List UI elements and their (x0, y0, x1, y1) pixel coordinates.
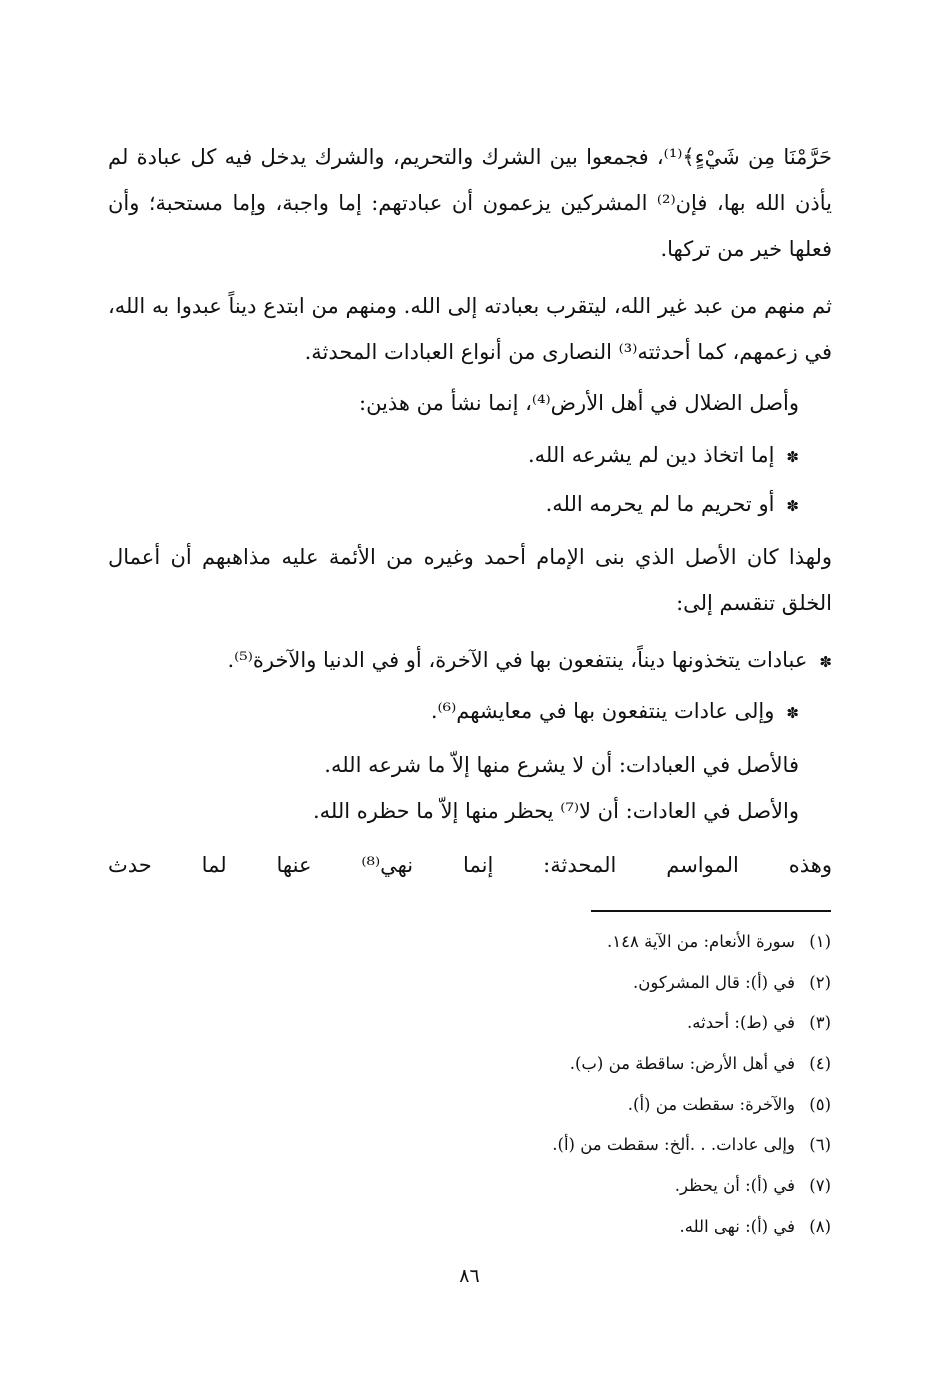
footnote-text: في (أ): نهى الله. (679, 1216, 795, 1236)
bullet-item-forbidding-not-forbidden (546, 481, 799, 529)
footnote-item (331, 1125, 831, 1166)
footnote-text: والآخرة: سقطت من (أ). (627, 1094, 795, 1114)
footnote-item (331, 922, 831, 963)
footnote-number: (٨) (809, 1216, 831, 1236)
footnote-number: (٢) (809, 972, 831, 992)
paragraph-worship-other-than-allah: ثم منهم من عبد غير الله، ليتقرب بعبادته إلى الله. ومنهم من ابتدع ديناً عبدوا به الله، في زعمهم، كما أحدثته⁽³⁾ النصارى من أنواع العبادات المحدثة. (108, 294, 832, 364)
footnote-number: (٧) (809, 1176, 831, 1196)
footnote-text: في (ط): أحدثه. (687, 1013, 795, 1033)
bullet-text: عبادات يتخذونها ديناً، ينتفعون بها في الآخرة، أو في الدنيا والآخرة⁽⁵⁾. (227, 648, 808, 672)
footnote-text: في أهل الأرض: ساقطة من (ب). (569, 1054, 795, 1074)
paragraph-shirk-tahrim: حَرَّمْنَا مِن شَيْءٍ﴾⁽¹⁾، فجمعوا بين الشرك والتحريم، والشرك يدخل فيه كل عبادة لم يأذن الله بها، فإن⁽²⁾ المشركين يزعمون أن عبادتهم: إما واجبة، وإما مستحبة؛ وأن فعلها خير من تركها. (108, 145, 832, 261)
paragraph-principle-customs: والأصل في العادات: أن لا⁽⁷⁾ يحظر منها إلاّ ما حظره الله. (312, 799, 799, 823)
bullet-item-acts-of-worship (227, 637, 832, 685)
paragraph-innovated-seasons: وهذه المواسم المحدثة: إنما نهي⁽⁸⁾ عنها لما حدث (108, 853, 833, 877)
bullet-text: أو تحريم ما لم يحرمه الله. (545, 492, 775, 516)
footnote-item (331, 1207, 831, 1248)
footnote-number: (٦) (809, 1135, 831, 1155)
footnote-text: في (أ): قال المشركون. (632, 972, 795, 992)
bullet-item-customs (431, 688, 799, 736)
footnote-text: وإلى عادات. . .ألخ: سقطت من (أ). (552, 1135, 795, 1155)
footnote-item (331, 1044, 831, 1085)
footnote-text: سورة الأنعام: من الآية ١٤٨. (607, 932, 795, 951)
paragraph-principle-worship: فالأصل في العبادات: أن لا يشرع منها إلاّ ما شرعه الله. (324, 753, 799, 777)
paragraph-origin-of-misguidance: وأصل الضلال في أهل الأرض⁽⁴⁾، إنما نشأ من هذين: (359, 391, 799, 415)
footnotes-list (331, 922, 831, 1248)
footnote-divider (591, 910, 831, 912)
footnote-item (331, 963, 831, 1004)
page-number: ٨٦ (459, 1265, 480, 1287)
footnote-number: (٥) (809, 1094, 831, 1114)
footnote-number: (٣) (809, 1013, 831, 1033)
bullet-star-icon: ✽ (786, 448, 799, 466)
footnote-item (331, 1085, 831, 1126)
bullet-text: إما اتخاذ دين لم يشرعه الله. (527, 443, 775, 467)
bullet-star-icon: ✽ (786, 704, 799, 722)
footnote-text: في (أ): أن يحظر. (674, 1176, 795, 1196)
bullet-item-religion-not-legislated (528, 432, 799, 480)
bullet-text: وإلى عادات ينتفعون بها في معايشهم⁽⁶⁾. (430, 699, 775, 723)
paragraph-imam-ahmad-principle: ولهذا كان الأصل الذي بنى الإمام أحمد وغيره من الأئمة عليه مذاهبهم أن أعمال الخلق تنقسم إلى: (108, 545, 832, 615)
footnote-number: (١) (809, 932, 831, 951)
footnote-item (331, 1003, 831, 1044)
bullet-star-icon: ✽ (786, 497, 799, 515)
footnote-item (331, 1166, 831, 1207)
bullet-star-icon: ✽ (819, 653, 832, 671)
footnote-number: (٤) (809, 1054, 831, 1074)
